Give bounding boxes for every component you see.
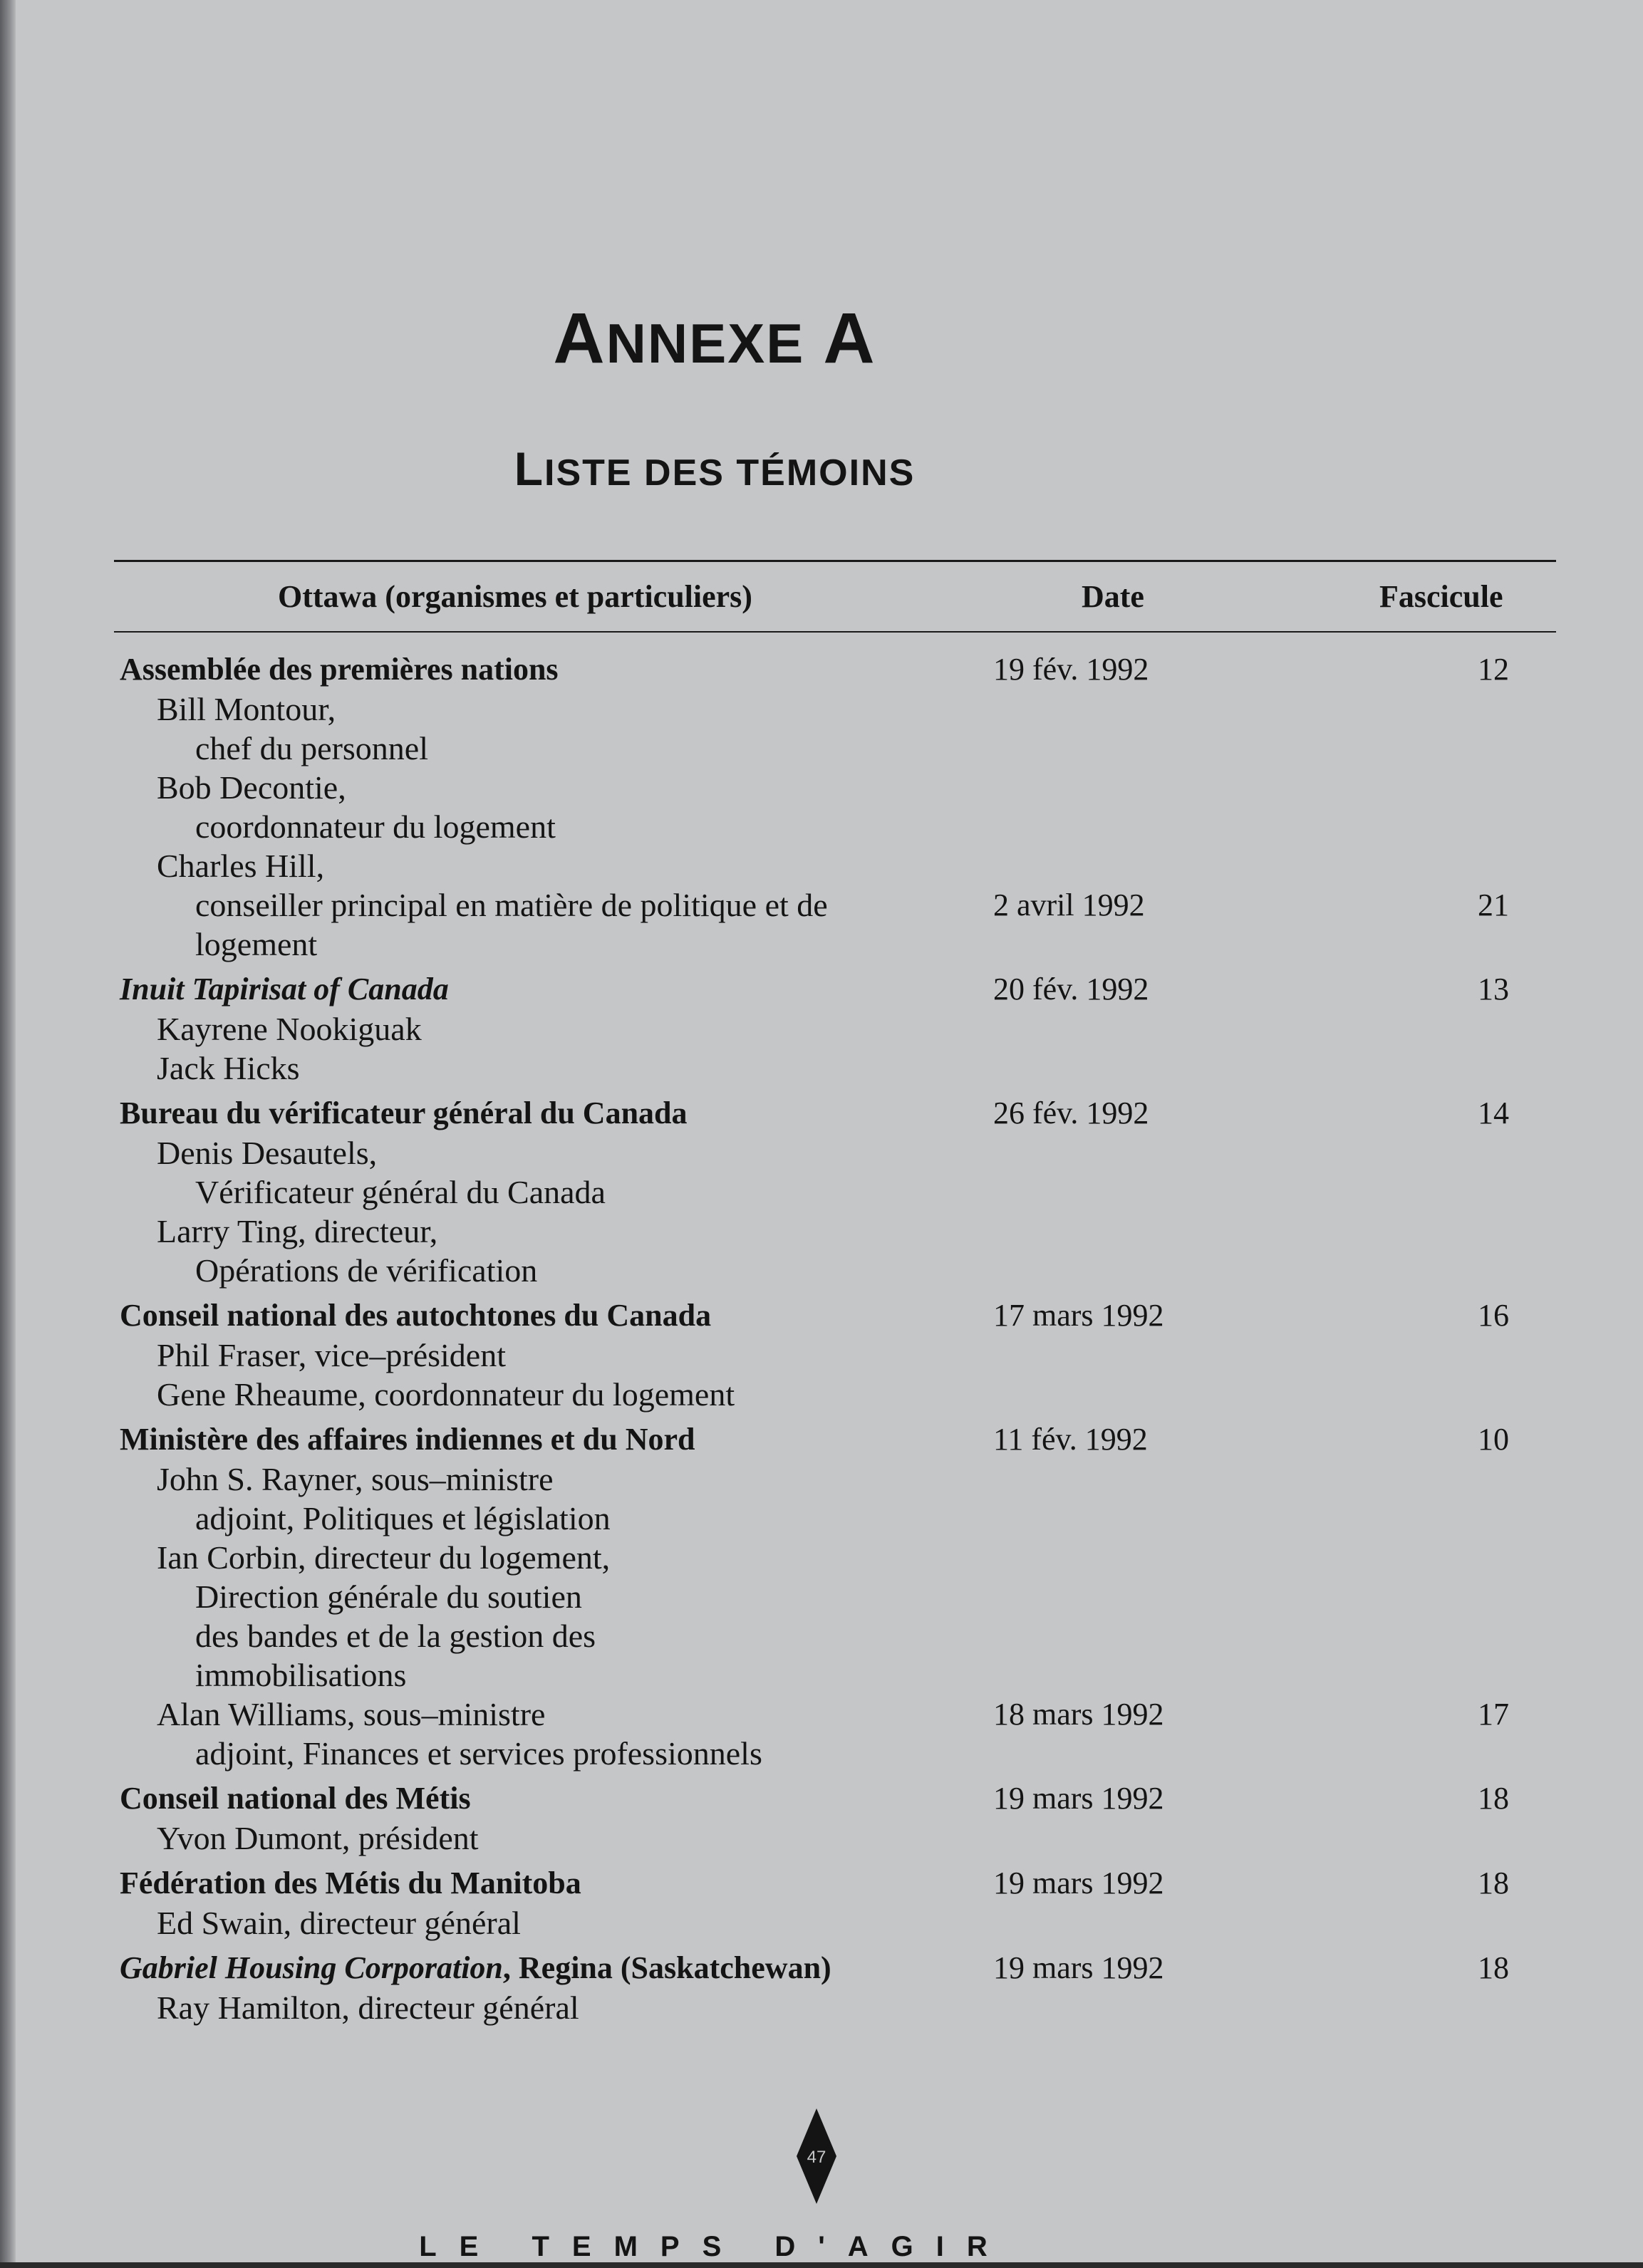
witness-title: Vérificateur général du Canada [195,1174,606,1210]
header-fascicule: Fascicule [1379,579,1503,614]
witness-title: Direction générale du soutien [195,1578,582,1615]
witness-name: Kayrene Nookiguak [157,1011,422,1047]
subtitle-initial: L [514,442,545,495]
fascicule-number: 14 [1478,1096,1509,1130]
hearing-date: 19 mars 1992 [993,1781,1164,1816]
organization-label: Assemblée des premières nations [120,652,559,687]
table-top-rule [114,560,1556,562]
witness-name: Larry Ting, directeur, [157,1213,438,1249]
fascicule-number: 12 [1478,652,1509,687]
organization-name [120,650,1559,690]
header-date: Date [1082,579,1144,614]
hearing-date: 19 mars 1992 [993,1950,1164,1985]
title-initial: A [553,298,606,378]
organization-label: Fédération des Métis du Manitoba [120,1866,581,1900]
fascicule-number: 13 [1478,972,1509,1006]
witness-name: Ian Corbin, directeur du logement, [157,1539,611,1576]
witness-name: Alan Williams, sous–ministre [157,1696,546,1732]
fascicule-number: 18 [1478,1781,1509,1816]
witness-name: Bill Montour, [157,691,336,727]
witness-name: Yvon Dumont, président [157,1820,479,1856]
organization-label: Inuit Tapirisat of Canada [120,972,449,1006]
hearing-date: 11 fév. 1992 [993,1422,1148,1457]
organization-label: Gabriel Housing Corporation [120,1950,503,1985]
hearing-date: 20 fév. 1992 [993,972,1149,1006]
running-footer: LE TEMPS D'AGIR [419,2231,1010,2262]
list-subtitle [0,442,1536,496]
witness-title: conseiller principal en matière de politique et de [195,887,828,923]
title-rest: NNEXE [606,312,805,375]
witness-entry [120,1863,1559,1942]
witness-title: coordonnateur du logement [195,808,556,845]
witness-title: adjoint, Finances et services professionnels [195,1735,762,1772]
organization-label: Conseil national des Métis [120,1781,471,1816]
witness-name: Jack Hicks [157,1050,300,1086]
organization-label: Conseil national des autochtones du Canada [120,1298,712,1333]
witness-name: Bob Decontie, [157,769,346,806]
witness-title: immobilisations [195,1657,407,1693]
witness-entry [120,969,1559,1088]
hearing-date: 19 mars 1992 [993,1866,1164,1900]
fascicule-number: 10 [1478,1422,1509,1457]
witness-entry [120,1779,1559,1858]
witness-name: Denis Desautels, [157,1135,378,1171]
page-bottom-edge [0,2262,1643,2268]
hearing-date: 18 mars 1992 [993,1697,1164,1732]
page-number-diamond [797,2108,836,2204]
title-letter: A [823,298,876,378]
organization-name [120,1948,1559,1988]
organization-name [120,1296,1559,1336]
fascicule-number: 17 [1478,1697,1509,1732]
witness-list [120,650,1559,2033]
organization-label: Ministère des affaires indiennes et du Nord [120,1422,695,1457]
witness-entry [120,650,1559,964]
fascicule-number: 16 [1478,1298,1509,1333]
organization-label: Bureau du vérificateur général du Canada [120,1096,688,1130]
witness-title: chef du personnel [195,730,428,766]
organization-name [120,969,1559,1009]
witness-title: adjoint, Politiques et législation [195,1500,611,1536]
witness-name: John S. Rayner, sous–ministre [157,1461,554,1497]
page-number: 47 [807,2148,826,2167]
hearing-date: 17 mars 1992 [993,1298,1164,1333]
table-header-rule [114,631,1556,633]
subtitle-rest: ISTE DES TÉMOINS [544,452,916,494]
header-organization: Ottawa (organismes et particuliers) [278,579,752,614]
witness-entry [120,1948,1559,2027]
witness-entry [120,1296,1559,1414]
fascicule-number: 21 [1478,888,1509,922]
organization-location: , Regina (Saskatchewan) [502,1950,831,1985]
witness-name: Ray Hamilton, directeur général [157,1989,579,2026]
organization-name [120,1093,1559,1133]
annex-title [0,298,1536,380]
witness-name: Gene Rheaume, coordonnateur du logement [157,1376,735,1413]
fascicule-number: 18 [1478,1866,1509,1900]
witness-name: Charles Hill, [157,848,325,884]
hearing-date: 2 avril 1992 [993,888,1145,922]
witness-name: Ed Swain, directeur général [157,1905,521,1941]
organization-name [120,1420,1559,1460]
hearing-date: 19 fév. 1992 [993,652,1149,687]
witness-title: logement [195,926,318,962]
witness-title: des bandes et de la gestion des [195,1618,596,1654]
witness-title: Opérations de vérification [195,1252,538,1289]
witness-name: Phil Fraser, vice–président [157,1337,506,1373]
hearing-date: 26 fév. 1992 [993,1096,1149,1130]
witness-entry [120,1420,1559,1773]
organization-name [120,1863,1559,1903]
fascicule-number: 18 [1478,1950,1509,1985]
witness-entry [120,1093,1559,1290]
organization-name [120,1779,1559,1819]
